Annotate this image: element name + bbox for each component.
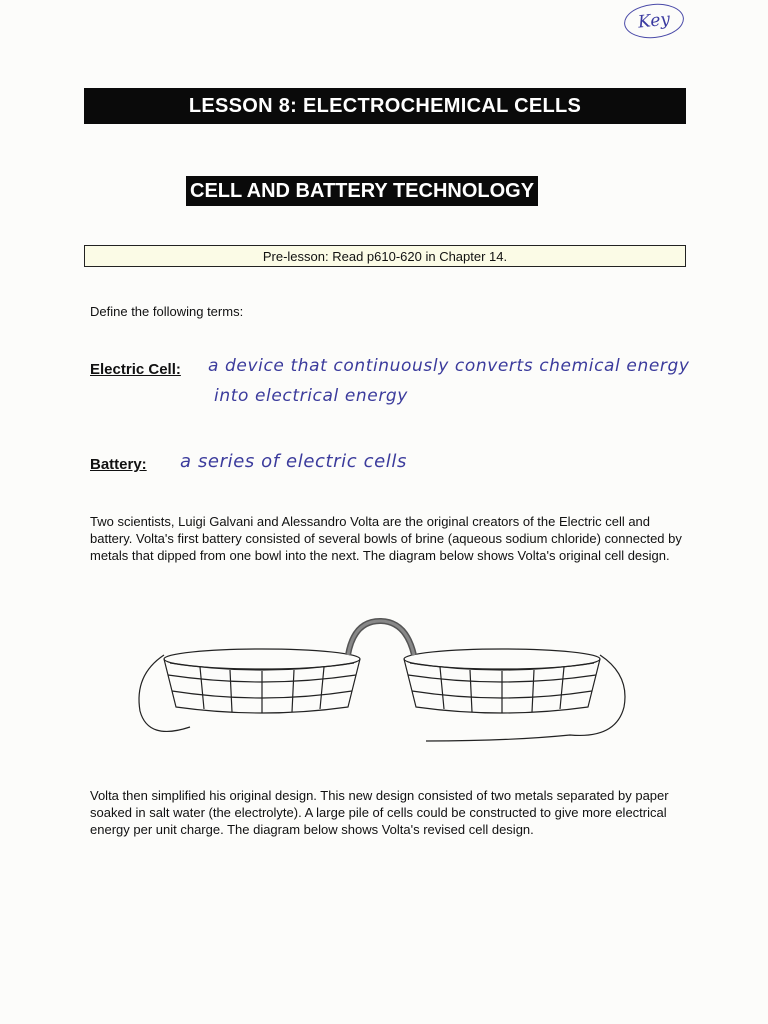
lesson-title-bar [84, 88, 686, 124]
answer-battery: a series of electric cells [180, 451, 407, 472]
right-bowl [404, 649, 600, 713]
instruction-text: Define the following terms: [90, 304, 244, 319]
term-label-battery: Battery: [90, 456, 147, 473]
volta-bowls-diagram [130, 615, 635, 750]
lesson-title: LESSON 8: ELECTROCHEMICAL CELLS [188, 94, 582, 117]
key-note-text: Key [637, 9, 671, 33]
prelesson-text: Pre-lesson: Read p610-620 in Chapter 14. [262, 248, 508, 264]
term-label-electric-cell: Electric Cell: [90, 361, 181, 378]
paragraph-revised-design: Volta then simplified his original design. This new design consisted of two metals separated by paper soaked in salt water (the electrolyte). A large pile of cells could be constructed to give more electrical energy per unit charge. The diagram below shows Volta's revised cell design. [90, 788, 669, 837]
section-title: CELL AND BATTERY TECHNOLOGY [186, 176, 538, 206]
left-bowl [164, 649, 360, 713]
term-battery [90, 456, 147, 474]
term-electric-cell [90, 361, 181, 379]
key-handwritten-note [622, 1, 685, 41]
prelesson-box [84, 245, 686, 267]
answer-electric-cell-line1: a device that continuously converts chemical energy [208, 356, 690, 376]
answer-electric-cell-line2: into electrical energy [214, 386, 408, 406]
paragraph-history: Two scientists, Luigi Galvani and Alessandro Volta are the original creators of the Electric cell and battery. Volta's first battery consisted of several bowls of brine (aqueous sodium chloride) connected by metals that dipped from one bowl into the next. The diagram below shows Volta's original cell design. [90, 514, 682, 563]
